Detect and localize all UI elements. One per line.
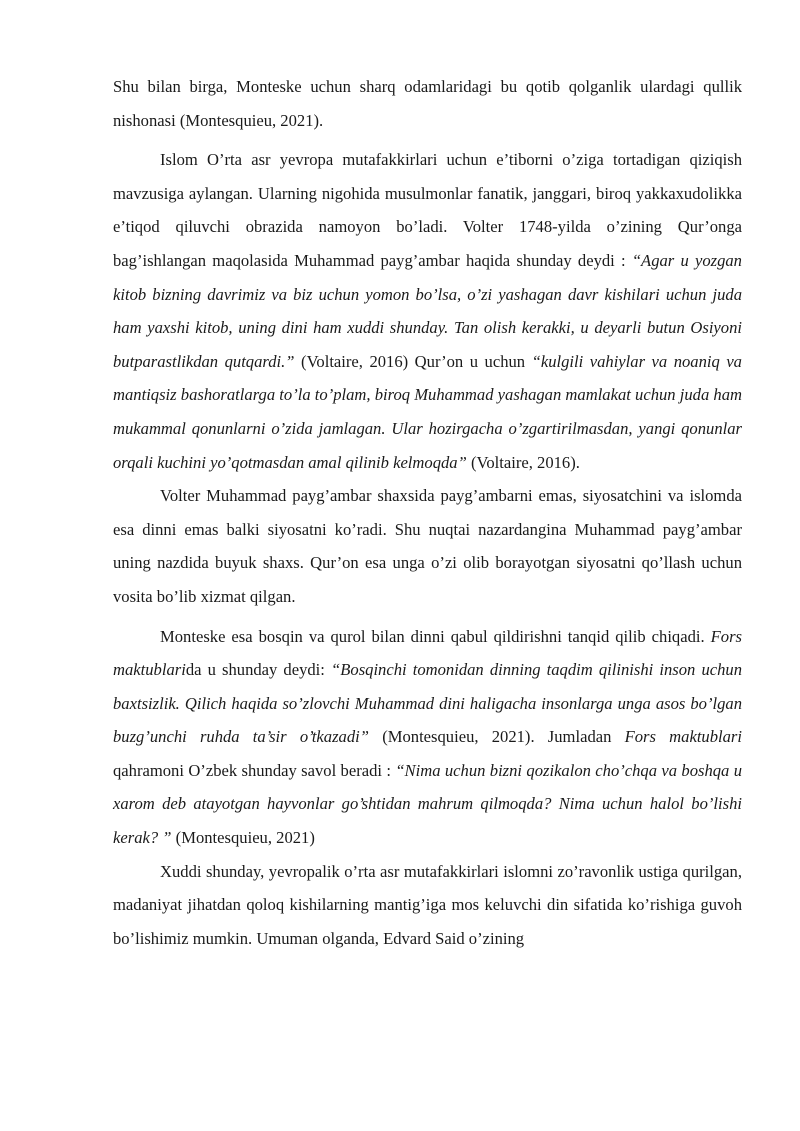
text-run: Volter Muhammad payg’ambar shaxsida payg’ambarni emas, siyosatchini va islomda esa dinni emas balki siyosatni ko’radi. Shu nuqtai nazardangina Muhammad payg’ambar uning nazdida buyuk shaxs. Qur’on esa unga o’zi olib borayotgan siyosatni qo’llash uchun vosita bo’lib xizmat qilgan. [113,486,742,606]
text-run: Monteske esa bosqin va qurol bilan dinni qabul qildirishni tanqid qilib chiqadi. [160,626,711,646]
paragraph-voltaire-politics [113,479,742,613]
text-run: (Voltaire, 2016) Qur’on u uchun [294,351,532,371]
paragraph-conclusion [113,855,742,956]
text-run: qahramoni O’zbek shunday savol beradi : [113,760,396,780]
title-run: Fors maktublari [113,626,742,680]
quote-run: “Bosqinchi tomonidan dinning taqdim qilinishi inson uchun baxtsizlik. Qilich haqida so’zlovchi Muhammad dini haligacha insonlarga unga asos bo’lgan buzg’unchi ruhda ta’sir o’tkazadi” [113,660,742,747]
paragraph-montesquieu [113,620,742,855]
text-run: Xuddi shunday, yevropalik o’rta asr mutafakkirlari islomni zo’ravonlik ustiga qurilgan, madaniyat jihatdan qoloq kishilarning mantig’iga mos keluvchi din sifatida ko’rishiga guvoh bo’lishimiz mumkin. Umuman olganda, Edvard Said o’zining [113,861,742,948]
paragraph-islam-voltaire [113,143,742,479]
text-run: (Montesquieu, 2021) [171,828,315,848]
text-run: Islom O’rta asr yevropa mutafakkirlari uchun e’tiborni o’ziga tortadigan qiziqish mavzusiga aylangan. Ularning nigohida musulmonlar fanatik, janggari, biroq yakkaxudolikka e’tiqod qiluvchi obrazida namoyon bo’ladi. Volter 1748-yilda o’zining Qur’onga bag’ishlangan maqolasida Muhammad payg’ambar haqida shunday deydi : [113,150,742,270]
text-run: (Voltaire, 2016). [466,452,580,472]
quote-run: “Agar u yozgan kitob bizning davrimiz va biz uchun yomon bo’lsa, o’zi yashagan davr kishilari uchun juda ham yaxshi kitob, uning dini ham xuddi shunday. Tan olish kerakki, u deyarli butun Osiyoni butparastlikdan qutqardi.” [113,250,742,371]
document-page [113,70,742,955]
paragraph-intro [113,70,742,137]
title-run: Fors maktublari [624,727,742,747]
quote-run: “kulgili vahiylar va noaniq va mantiqsiz bashoratlarga to’la to’plam, biroq Muhammad yashagan mamlakat uchun juda ham mukammal qonunlarni o’zida jamlagan. Ular hozirgacha o’zgartirilmasdan, yangi qonunlar orqali kuchini yo’qotmasdan amal qilinib kelmoqda” [113,351,742,472]
text-run: Shu bilan birga, Monteske uchun sharq odamlaridagi bu qotib qolganlik ulardagi qullik nishonasi (Montesquieu, 2021). [113,77,742,130]
text-run: da u shunday deydi: [185,660,332,680]
text-run: (Montesquieu, 2021). Jumladan [368,727,625,747]
quote-run: “Nima uchun bizni qozikalon cho’chqa va boshqa u xarom deb atayotgan hayvonlar go’shtidan mahrum qilmoqda? Nima uchun halol bo’lishi kerak? ” [113,760,742,848]
